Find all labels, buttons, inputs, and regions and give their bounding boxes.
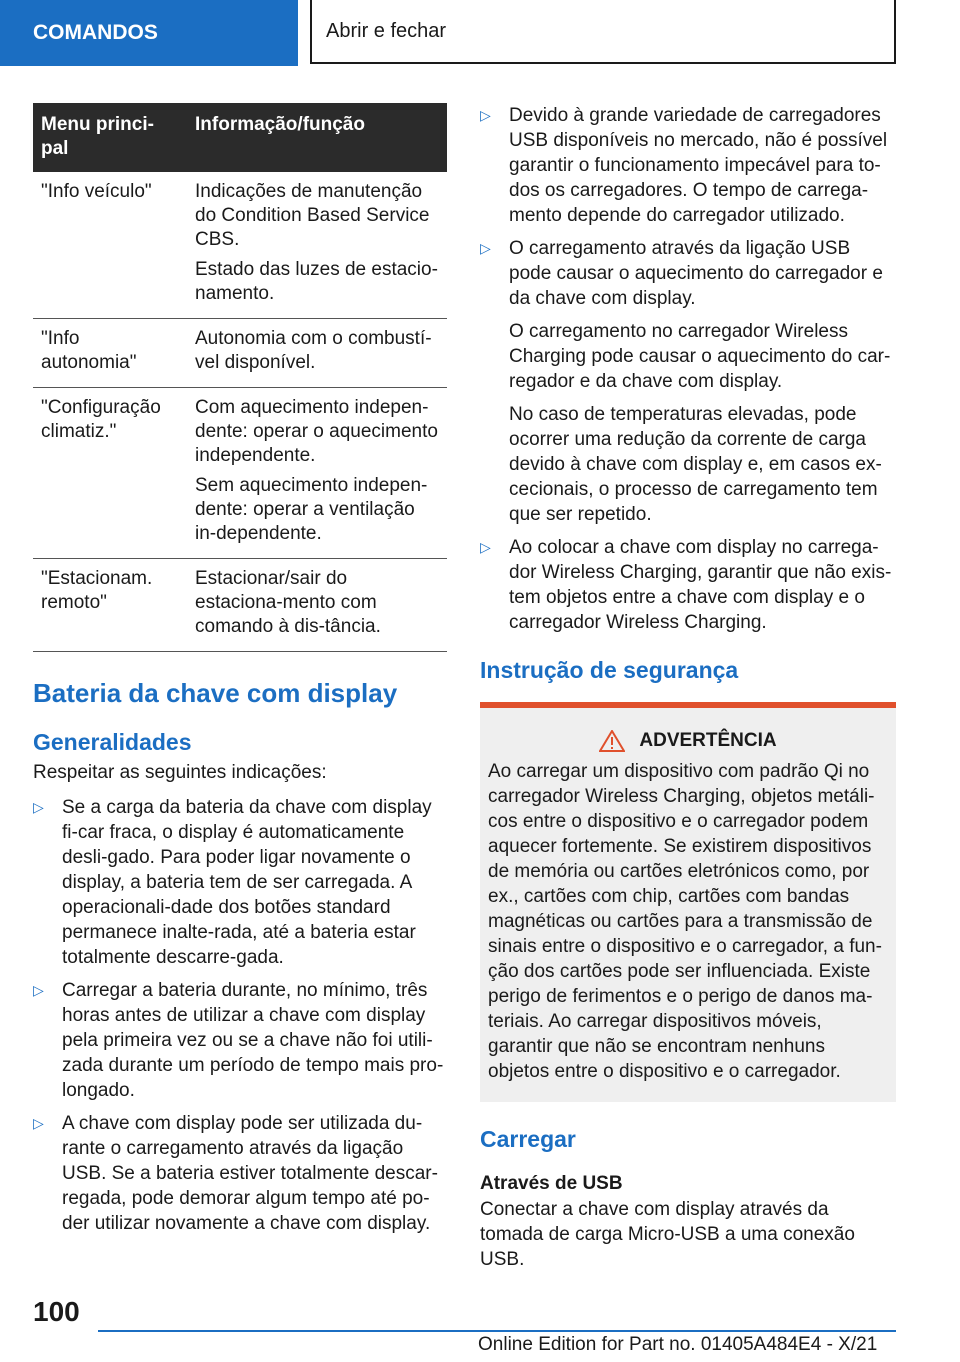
battery-intro: Respeitar as seguintes indicações:: [33, 762, 327, 783]
list-item: [33, 1111, 447, 1236]
list-item-text: O carregamento no carregador Wireless Charging pode causar o aquecimento do car-regador e da chave com display.: [509, 321, 891, 392]
triangle-right-icon: ▷: [33, 982, 44, 998]
info-text: Estado das luzes de estacio-namento.: [195, 259, 438, 304]
list-item-text: O carregamento através da ligação USB pode causar o aquecimento do carregador e da chave com display.: [509, 238, 883, 309]
table-cell-menu: "Configuração climatiz.": [33, 388, 187, 559]
usb-text: Conectar a chave com display através da tomada de carga Micro-USB a uma conexão USB.: [480, 1199, 855, 1270]
chapter-title-text: Abrir e fechar: [326, 19, 447, 42]
battery-list: [33, 795, 447, 1236]
list-item-text: Carregar a bateria durante, no mínimo, três horas antes de utilizar a chave com display pela primeira vez ou se a chave não foi utili-zada durante um período de tempo mais pro-longado.: [62, 980, 444, 1101]
table-header-info: Informação/função: [187, 103, 447, 172]
table-header-menu: Menu princi-pal: [33, 103, 187, 172]
list-item: [33, 978, 447, 1103]
table-row: [33, 388, 447, 559]
triangle-right-icon: ▷: [33, 799, 44, 815]
safety-heading: Instrução de segurança: [480, 657, 739, 683]
list-item-text: Se a carga da bateria da chave com display fi-car fraca, o display é automaticamente desli-gado. Para poder ligar novamente o display, a bateria tem de ser carregada. A operacionali-dade dos botões standard permanece inalte-rada, até a bateria estar totalmente descarre-gada.: [62, 797, 432, 968]
table-cell-menu: "Info veículo": [33, 172, 187, 319]
warning-label: ADVERTÊNCIA: [639, 730, 777, 751]
edition-note: Online Edition for Part no. 01405A484E4 - X/21: [478, 1334, 878, 1355]
list-item-text: Devido à grande variedade de carregadores USB disponíveis no mercado, não é possível garantir o funcionamento impecável para to-dos os carregadores. O tempo de carrega-mento depende do carregador utilizado.: [509, 105, 888, 226]
table-row: [33, 559, 447, 652]
footer-divider: [98, 1330, 896, 1332]
list-item: [33, 795, 447, 970]
list-item-text: Ao colocar a chave com display no carrega-dor Wireless Charging, garantir que não exis-tem objetos entre a chave com display e o carregador Wireless Charging.: [509, 537, 892, 633]
list-item-text: No caso de temperaturas elevadas, pode ocorrer uma redução da corrente de carga devido à chave com display e, em casos ex-cecionais, o processo de carregamento tem que ser repetido.: [509, 404, 882, 525]
general-heading: Generalidades: [33, 729, 192, 755]
table-cell-info: [187, 172, 447, 319]
list-item: [480, 103, 896, 228]
info-text: Com aquecimento indepen-dente: operar o aquecimento independente.: [195, 397, 438, 466]
menu-table: [33, 103, 447, 652]
left-column: [33, 103, 447, 1244]
right-column: [480, 103, 896, 1272]
warning-header: [488, 728, 888, 753]
battery-heading: Bateria da chave com display: [33, 678, 398, 708]
info-text: Autonomia com o combustí-vel disponível.: [195, 328, 432, 373]
info-text: Estacionar/sair do estaciona-mento com comando à dis-tância.: [195, 568, 381, 637]
table-cell-menu: "Info autonomia": [33, 319, 187, 388]
table-row: [33, 319, 447, 388]
list-item: [480, 236, 896, 527]
warning-triangle-icon: [599, 730, 625, 752]
table-header-row: [33, 103, 447, 172]
list-item-text: A chave com display pode ser utilizada du-rante o carregamento através da ligação USB. Se a bateria estiver totalmente descar-regada, pode demorar algum tempo até po-der utilizar novamente a chave com display.: [62, 1113, 438, 1234]
table-cell-info: [187, 319, 447, 388]
info-text: Sem aquecimento indepen-dente: operar a ventilação in-dependente.: [195, 475, 428, 544]
section-label: COMANDOS: [33, 21, 158, 44]
warning-box: [480, 702, 896, 1102]
section-tab: [0, 0, 298, 66]
list-item: [480, 535, 896, 635]
triangle-right-icon: ▷: [480, 539, 491, 555]
usb-subheading: Através de USB: [480, 1173, 623, 1194]
table-row: [33, 172, 447, 319]
triangle-right-icon: ▷: [33, 1115, 44, 1131]
table-cell-info: [187, 559, 447, 652]
info-text: Indicações de manutenção do Condition Based Service CBS.: [195, 181, 430, 250]
chapter-title: [310, 0, 896, 64]
triangle-right-icon: ▷: [480, 107, 491, 123]
warning-text: Ao carregar um dispositivo com padrão Qi no carregador Wireless Charging, objetos metáli-cos entre o dispositivo e o carregador podem aquecer fortemente. Se existirem dispositivos de memória ou cartões eletrónicos como, por ex., cartões com chip, cartões com bandas magnéticas ou cartões para a transmissão de sinais entre o dispositivo e o carregador, a fun-ção dos cartões pode ser influenciada. Existe perigo de ferimentos e o perigo de danos ma-teriais. Ao carregar dispositivos móveis, garantir que não se encontram nenhuns objetos entre o dispositivo e o carregador.: [488, 761, 882, 1082]
table-cell-menu: "Estacionam. remoto": [33, 559, 187, 652]
page-number: 100: [33, 1296, 80, 1327]
charge-heading: Carregar: [480, 1126, 576, 1152]
charging-notes-list: [480, 103, 896, 635]
table-cell-info: [187, 388, 447, 559]
triangle-right-icon: ▷: [480, 240, 491, 256]
